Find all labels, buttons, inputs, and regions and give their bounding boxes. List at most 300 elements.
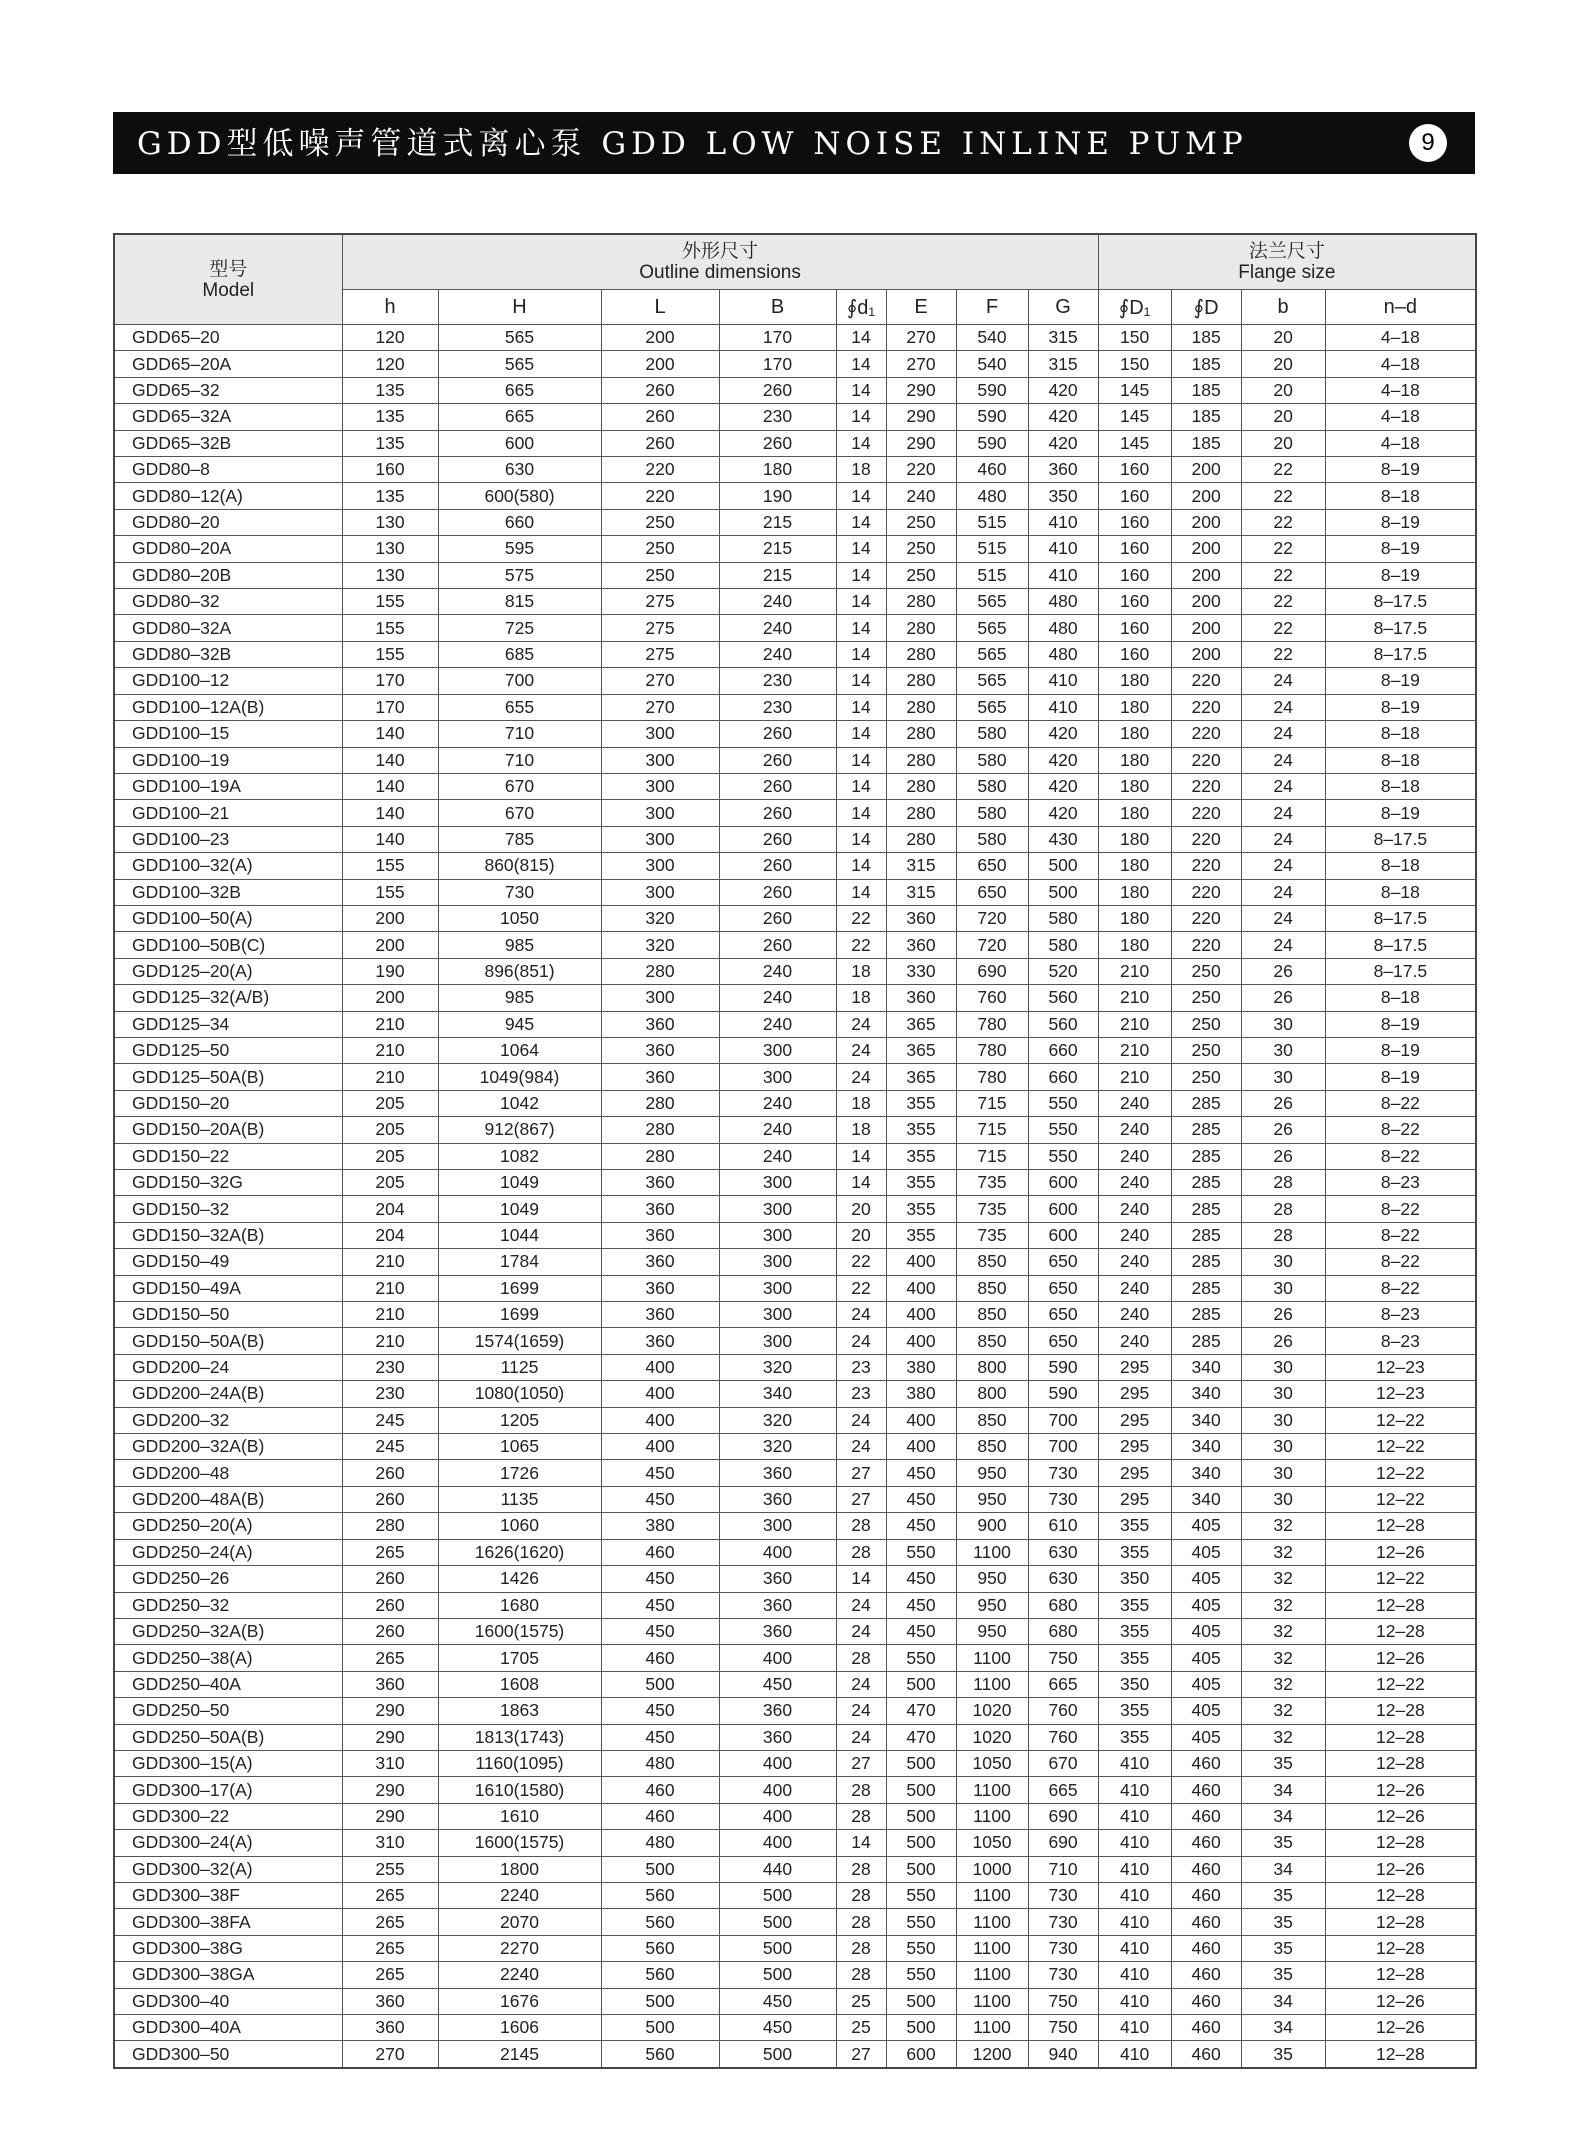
value-cell: 1044: [438, 1222, 601, 1248]
value-cell: 14: [836, 773, 886, 799]
value-cell: 250: [601, 536, 719, 562]
value-cell: 215: [719, 536, 836, 562]
value-cell: 8–18: [1325, 853, 1476, 879]
value-cell: 280: [601, 1090, 719, 1116]
value-cell: 560: [1028, 1011, 1098, 1037]
table-row: [114, 404, 1476, 430]
table-row: [114, 1381, 1476, 1407]
value-cell: 22: [1241, 457, 1325, 483]
value-cell: 410: [1028, 668, 1098, 694]
value-cell: 220: [1171, 694, 1241, 720]
value-cell: 450: [886, 1486, 956, 1512]
value-cell: 250: [886, 536, 956, 562]
table-row: [114, 536, 1476, 562]
value-cell: 1050: [438, 905, 601, 931]
value-cell: 315: [886, 879, 956, 905]
value-cell: 265: [342, 1909, 438, 1935]
table-row: [114, 826, 1476, 852]
value-cell: 250: [1171, 985, 1241, 1011]
value-cell: 8–19: [1325, 457, 1476, 483]
value-cell: 200: [1171, 483, 1241, 509]
value-cell: 360: [719, 1618, 836, 1644]
value-cell: 160: [1098, 483, 1171, 509]
value-cell: 720: [956, 932, 1028, 958]
value-cell: 8–19: [1325, 562, 1476, 588]
value-cell: 160: [1098, 509, 1171, 535]
value-cell: 320: [601, 932, 719, 958]
value-cell: 320: [719, 1407, 836, 1433]
value-cell: 340: [1171, 1354, 1241, 1380]
value-cell: 670: [1028, 1750, 1098, 1776]
table-row: [114, 1249, 1476, 1275]
value-cell: 18: [836, 457, 886, 483]
value-cell: 355: [886, 1222, 956, 1248]
value-cell: 26: [1241, 985, 1325, 1011]
table-row: [114, 1777, 1476, 1803]
model-cell: GDD300–38FA: [114, 1909, 342, 1935]
value-cell: 8–22: [1325, 1117, 1476, 1143]
value-cell: 665: [438, 377, 601, 403]
table-row: [114, 1196, 1476, 1222]
value-cell: 355: [886, 1117, 956, 1143]
value-cell: 450: [601, 1618, 719, 1644]
value-cell: 300: [719, 1170, 836, 1196]
value-cell: 355: [1098, 1645, 1171, 1671]
value-cell: 460: [1171, 1988, 1241, 2014]
value-cell: 28: [836, 1856, 886, 1882]
value-cell: 1000: [956, 1856, 1028, 1882]
value-cell: 27: [836, 1750, 886, 1776]
value-cell: 12–28: [1325, 1830, 1476, 1856]
value-cell: 480: [1028, 641, 1098, 667]
value-cell: 8–17.5: [1325, 932, 1476, 958]
value-cell: 12–26: [1325, 2015, 1476, 2041]
value-cell: 24: [1241, 800, 1325, 826]
value-cell: 460: [1171, 1777, 1241, 1803]
value-cell: 405: [1171, 1698, 1241, 1724]
value-cell: 460: [601, 1777, 719, 1803]
value-cell: 580: [1028, 905, 1098, 931]
value-cell: 270: [886, 325, 956, 351]
value-cell: 405: [1171, 1513, 1241, 1539]
value-cell: 35: [1241, 1909, 1325, 1935]
value-cell: 400: [719, 1539, 836, 1565]
value-cell: 24: [836, 1011, 886, 1037]
value-cell: 30: [1241, 1037, 1325, 1063]
value-cell: 8–18: [1325, 721, 1476, 747]
value-cell: 260: [719, 905, 836, 931]
value-cell: 24: [1241, 879, 1325, 905]
value-cell: 180: [1098, 826, 1171, 852]
value-cell: 170: [719, 351, 836, 377]
value-cell: 205: [342, 1143, 438, 1169]
value-cell: 280: [886, 615, 956, 641]
value-cell: 220: [1171, 905, 1241, 931]
model-cell: GDD300–40: [114, 1988, 342, 2014]
value-cell: 400: [719, 1750, 836, 1776]
value-cell: 670: [438, 773, 601, 799]
value-cell: 715: [956, 1143, 1028, 1169]
value-cell: 270: [601, 694, 719, 720]
value-cell: 500: [886, 1803, 956, 1829]
value-cell: 290: [886, 377, 956, 403]
value-cell: 30: [1241, 1434, 1325, 1460]
value-cell: 280: [886, 747, 956, 773]
value-cell: 14: [836, 1143, 886, 1169]
value-cell: 360: [886, 905, 956, 931]
value-cell: 20: [1241, 325, 1325, 351]
value-cell: 12–28: [1325, 1592, 1476, 1618]
value-cell: 355: [886, 1196, 956, 1222]
value-cell: 280: [886, 668, 956, 694]
value-cell: 340: [1171, 1381, 1241, 1407]
column-header: ∮d₁: [836, 290, 886, 325]
value-cell: 14: [836, 1566, 886, 1592]
value-cell: 14: [836, 1170, 886, 1196]
value-cell: 24: [1241, 747, 1325, 773]
value-cell: 300: [719, 1064, 836, 1090]
value-cell: 160: [342, 457, 438, 483]
value-cell: 1050: [956, 1830, 1028, 1856]
value-cell: 30: [1241, 1486, 1325, 1512]
value-cell: 400: [886, 1407, 956, 1433]
value-cell: 650: [1028, 1328, 1098, 1354]
table-row: [114, 1566, 1476, 1592]
value-cell: 24: [1241, 668, 1325, 694]
value-cell: 295: [1098, 1460, 1171, 1486]
table-row: [114, 1460, 1476, 1486]
value-cell: 180: [1098, 905, 1171, 931]
value-cell: 1060: [438, 1513, 601, 1539]
value-cell: 24: [1241, 773, 1325, 799]
value-cell: 1100: [956, 1962, 1028, 1988]
value-cell: 220: [601, 457, 719, 483]
table-row: [114, 509, 1476, 535]
value-cell: 12–22: [1325, 1566, 1476, 1592]
value-cell: 360: [719, 1698, 836, 1724]
table-row: [114, 694, 1476, 720]
value-cell: 1705: [438, 1645, 601, 1671]
model-header-en: Model: [202, 279, 255, 301]
value-cell: 380: [886, 1381, 956, 1407]
table-row: [114, 1222, 1476, 1248]
outline-header-en: Outline dimensions: [639, 262, 801, 283]
value-cell: 1065: [438, 1434, 601, 1460]
value-cell: 260: [719, 430, 836, 456]
value-cell: 560: [601, 1882, 719, 1908]
value-cell: 470: [886, 1724, 956, 1750]
value-cell: 280: [886, 694, 956, 720]
value-cell: 35: [1241, 1962, 1325, 1988]
value-cell: 34: [1241, 2015, 1325, 2041]
value-cell: 8–22: [1325, 1196, 1476, 1222]
value-cell: 630: [1028, 1539, 1098, 1565]
value-cell: 420: [1028, 430, 1098, 456]
value-cell: 32: [1241, 1724, 1325, 1750]
value-cell: 760: [956, 985, 1028, 1011]
value-cell: 12–28: [1325, 1909, 1476, 1935]
table-row: [114, 668, 1476, 694]
value-cell: 200: [1171, 641, 1241, 667]
value-cell: 500: [601, 1671, 719, 1697]
value-cell: 240: [1098, 1117, 1171, 1143]
value-cell: 650: [1028, 1275, 1098, 1301]
value-cell: 8–17.5: [1325, 589, 1476, 615]
value-cell: 12–22: [1325, 1434, 1476, 1460]
value-cell: 270: [886, 351, 956, 377]
table-row: [114, 615, 1476, 641]
value-cell: 2270: [438, 1935, 601, 1961]
value-cell: 155: [342, 879, 438, 905]
value-cell: 245: [342, 1407, 438, 1433]
value-cell: 260: [719, 800, 836, 826]
value-cell: 730: [438, 879, 601, 905]
value-cell: 32: [1241, 1618, 1325, 1644]
value-cell: 310: [342, 1750, 438, 1776]
value-cell: 220: [1171, 668, 1241, 694]
value-cell: 8–18: [1325, 483, 1476, 509]
value-cell: 14: [836, 615, 886, 641]
value-cell: 180: [1098, 853, 1171, 879]
value-cell: 450: [601, 1566, 719, 1592]
value-cell: 1800: [438, 1856, 601, 1882]
value-cell: 145: [1098, 377, 1171, 403]
value-cell: 450: [886, 1513, 956, 1539]
value-cell: 190: [719, 483, 836, 509]
value-cell: 650: [1028, 1249, 1098, 1275]
value-cell: 250: [601, 562, 719, 588]
value-cell: 8–17.5: [1325, 826, 1476, 852]
value-cell: 520: [1028, 958, 1098, 984]
value-cell: 180: [1098, 668, 1171, 694]
value-cell: 28: [836, 1909, 886, 1935]
value-cell: 260: [601, 377, 719, 403]
value-cell: 590: [956, 430, 1028, 456]
value-cell: 34: [1241, 1777, 1325, 1803]
value-cell: 24: [836, 1302, 886, 1328]
value-cell: 12–26: [1325, 1856, 1476, 1882]
value-cell: 155: [342, 615, 438, 641]
table-row: [114, 351, 1476, 377]
value-cell: 26: [1241, 1143, 1325, 1169]
model-cell: GDD200–48: [114, 1460, 342, 1486]
value-cell: 14: [836, 509, 886, 535]
value-cell: 550: [1028, 1117, 1098, 1143]
value-cell: 365: [886, 1037, 956, 1063]
value-cell: 270: [601, 668, 719, 694]
value-cell: 2240: [438, 1882, 601, 1908]
value-cell: 500: [886, 1777, 956, 1803]
table-row: [114, 1750, 1476, 1776]
value-cell: 24: [1241, 826, 1325, 852]
table-row: [114, 1539, 1476, 1565]
model-cell: GDD300–40A: [114, 2015, 342, 2041]
column-header: E: [886, 290, 956, 325]
value-cell: 14: [836, 589, 886, 615]
value-cell: 185: [1171, 404, 1241, 430]
value-cell: 260: [601, 404, 719, 430]
value-cell: 950: [956, 1618, 1028, 1644]
value-cell: 405: [1171, 1539, 1241, 1565]
value-cell: 185: [1171, 351, 1241, 377]
value-cell: 210: [1098, 985, 1171, 1011]
value-cell: 240: [886, 483, 956, 509]
value-cell: 18: [836, 1090, 886, 1116]
value-cell: 400: [719, 1777, 836, 1803]
value-cell: 360: [601, 1275, 719, 1301]
table-row: [114, 1037, 1476, 1063]
value-cell: 1574(1659): [438, 1328, 601, 1354]
value-cell: 20: [836, 1196, 886, 1222]
value-cell: 250: [1171, 1011, 1241, 1037]
model-cell: GDD100–23: [114, 826, 342, 852]
value-cell: 160: [1098, 457, 1171, 483]
value-cell: 600: [886, 2041, 956, 2068]
value-cell: 685: [438, 641, 601, 667]
model-cell: GDD125–32(A/B): [114, 985, 342, 1011]
value-cell: 22: [1241, 641, 1325, 667]
value-cell: 560: [601, 2041, 719, 2068]
value-cell: 480: [601, 1830, 719, 1856]
table-row: [114, 1882, 1476, 1908]
value-cell: 28: [836, 1962, 886, 1988]
table-row: [114, 1302, 1476, 1328]
value-cell: 20: [1241, 404, 1325, 430]
value-cell: 670: [438, 800, 601, 826]
value-cell: 560: [1028, 985, 1098, 1011]
value-cell: 295: [1098, 1486, 1171, 1512]
value-cell: 1100: [956, 1882, 1028, 1908]
value-cell: 14: [836, 826, 886, 852]
value-cell: 22: [1241, 589, 1325, 615]
value-cell: 300: [601, 879, 719, 905]
value-cell: 14: [836, 747, 886, 773]
table-row: [114, 1090, 1476, 1116]
value-cell: 220: [1171, 826, 1241, 852]
value-cell: 4–18: [1325, 430, 1476, 456]
value-cell: 22: [836, 1249, 886, 1275]
model-cell: GDD200–32A(B): [114, 1434, 342, 1460]
outline-dimensions-header: [342, 234, 1098, 290]
value-cell: 26: [1241, 958, 1325, 984]
value-cell: 500: [1028, 879, 1098, 905]
value-cell: 300: [601, 853, 719, 879]
value-cell: 160: [1098, 562, 1171, 588]
table-row: [114, 1909, 1476, 1935]
value-cell: 400: [719, 1803, 836, 1829]
value-cell: 405: [1171, 1671, 1241, 1697]
value-cell: 660: [1028, 1064, 1098, 1090]
value-cell: 400: [886, 1434, 956, 1460]
value-cell: 28: [836, 1645, 886, 1671]
value-cell: 14: [836, 404, 886, 430]
value-cell: 120: [342, 351, 438, 377]
value-cell: 360: [342, 1988, 438, 2014]
value-cell: 30: [1241, 1460, 1325, 1486]
value-cell: 355: [1098, 1539, 1171, 1565]
value-cell: 170: [719, 325, 836, 351]
value-cell: 260: [719, 721, 836, 747]
column-header: b: [1241, 290, 1325, 325]
table-row: [114, 1170, 1476, 1196]
value-cell: 8–19: [1325, 509, 1476, 535]
value-cell: 400: [886, 1328, 956, 1354]
model-cell: GDD250–40A: [114, 1671, 342, 1697]
value-cell: 380: [601, 1513, 719, 1539]
value-cell: 24: [1241, 853, 1325, 879]
table-row: [114, 1513, 1476, 1539]
value-cell: 710: [1028, 1856, 1098, 1882]
value-cell: 210: [1098, 958, 1171, 984]
value-cell: 22: [1241, 536, 1325, 562]
value-cell: 280: [886, 826, 956, 852]
model-cell: GDD80–12(A): [114, 483, 342, 509]
value-cell: 185: [1171, 325, 1241, 351]
value-cell: 210: [342, 1302, 438, 1328]
value-cell: 680: [1028, 1592, 1098, 1618]
table-row: [114, 641, 1476, 667]
value-cell: 460: [1171, 2041, 1241, 2068]
table-row: [114, 1328, 1476, 1354]
table-row: [114, 377, 1476, 403]
value-cell: 565: [956, 589, 1028, 615]
model-cell: GDD100–32(A): [114, 853, 342, 879]
value-cell: 280: [886, 721, 956, 747]
value-cell: 240: [719, 985, 836, 1011]
value-cell: 300: [719, 1513, 836, 1539]
table-row: [114, 1671, 1476, 1697]
value-cell: 135: [342, 404, 438, 430]
value-cell: 365: [886, 1011, 956, 1037]
value-cell: 12–28: [1325, 1962, 1476, 1988]
value-cell: 12–22: [1325, 1486, 1476, 1512]
value-cell: 580: [1028, 932, 1098, 958]
value-cell: 550: [886, 1882, 956, 1908]
value-cell: 210: [342, 1249, 438, 1275]
table-body: [114, 325, 1476, 2068]
value-cell: 4–18: [1325, 404, 1476, 430]
value-cell: 660: [1028, 1037, 1098, 1063]
flange-header-zh: 法兰尺寸: [1248, 241, 1325, 262]
value-cell: 410: [1098, 1750, 1171, 1776]
value-cell: 690: [1028, 1830, 1098, 1856]
value-cell: 8–19: [1325, 668, 1476, 694]
value-cell: 565: [438, 351, 601, 377]
model-cell: GDD250–26: [114, 1566, 342, 1592]
value-cell: 665: [1028, 1671, 1098, 1697]
value-cell: 800: [956, 1354, 1028, 1380]
table-row: [114, 325, 1476, 351]
value-cell: 500: [719, 1962, 836, 1988]
value-cell: 230: [342, 1354, 438, 1380]
value-cell: 1680: [438, 1592, 601, 1618]
value-cell: 12–28: [1325, 1513, 1476, 1539]
value-cell: 410: [1098, 1988, 1171, 2014]
value-cell: 900: [956, 1513, 1028, 1539]
model-cell: GDD100–21: [114, 800, 342, 826]
table-row: [114, 1856, 1476, 1882]
value-cell: 365: [886, 1064, 956, 1090]
value-cell: 130: [342, 536, 438, 562]
value-cell: 560: [601, 1909, 719, 1935]
value-cell: 565: [956, 694, 1028, 720]
value-cell: 600(580): [438, 483, 601, 509]
value-cell: 8–17.5: [1325, 905, 1476, 931]
value-cell: 8–19: [1325, 1064, 1476, 1090]
value-cell: 860(815): [438, 853, 601, 879]
value-cell: 300: [719, 1196, 836, 1222]
value-cell: 245: [342, 1434, 438, 1460]
